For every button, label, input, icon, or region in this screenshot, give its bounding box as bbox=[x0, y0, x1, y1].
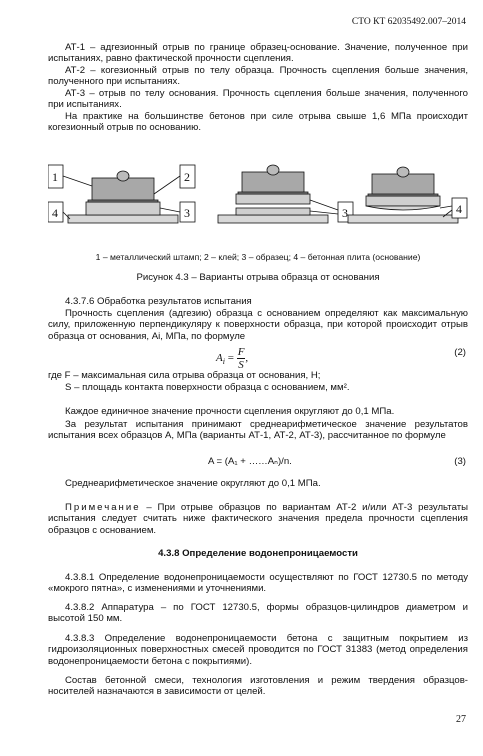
paragraph-at3: АТ-3 – отрыв по телу основания. Прочность сцепления больше значения, полученного при испытаниях. bbox=[48, 88, 468, 111]
sample-3 bbox=[366, 196, 440, 206]
paragraph-round2: Среднеарифметическое значение округляют до 0,1 МПа. bbox=[65, 478, 321, 489]
figure-legend: 1 – металлический штамп; 2 – клей; 3 – образец; 4 – бетонная плита (основание) bbox=[95, 252, 421, 262]
base-fragment-3 bbox=[366, 206, 440, 210]
formula-3: A = (A₁ + ……Aₙ)/n. bbox=[208, 456, 292, 467]
sample-1 bbox=[86, 202, 160, 215]
base-plate-2 bbox=[218, 215, 328, 223]
paragraph-at1: АТ-1 – адгезионный отрыв по границе образец-основание. Значение, полученное при испытаниях, равно фактической прочности сцепления. bbox=[48, 42, 468, 65]
page-number: 27 bbox=[456, 714, 466, 725]
sample-2-bottom bbox=[236, 208, 310, 215]
stamp-knob-1 bbox=[117, 171, 129, 181]
note-label: Примечание bbox=[65, 502, 141, 513]
formula-3-number: (3) bbox=[454, 456, 466, 467]
figure-caption: Рисунок 4.3 – Варианты отрыва образца от основания bbox=[136, 272, 380, 283]
paragraph-mean: За результат испытания принимают среднеарифметическое значение результатов испытания всех образцов А, МПа (варианты АТ-1, АТ-2, АТ-3), рассчитанное по формуле bbox=[48, 419, 468, 442]
paragraph-4383: 4.3.8.3 Определение водонепроницаемости бетона с защитным покрытием из гидроизоляционных поверхностных смесей проводится по ГОСТ 31383 (метод определения водонепроницаемости бетона с покрытиями). bbox=[48, 633, 468, 667]
paragraph-4382: 4.3.8.2 Аппаратура – по ГОСТ 12730.5, формы образцов-цилиндров диаметром и высотой 150 мм. bbox=[48, 602, 468, 625]
base-plate-1 bbox=[68, 215, 178, 223]
note-text: – При отрыве образцов по вариантам АТ-2 и/или АТ-3 результаты испытания следует считать ниже фактического значения предела прочности сцепления образцов с основанием. bbox=[48, 502, 468, 536]
paragraph-round1: Каждое единичное значение прочности сцепления округляют до 0,1 МПа. bbox=[65, 406, 395, 417]
paragraph-practice: На практике на большинстве бетонов при силе отрыва свыше 1,6 МПа происходит когезионный отрыв по основанию. bbox=[48, 111, 468, 134]
fig-label-3b: 3 bbox=[342, 206, 348, 220]
sample-2-top bbox=[236, 194, 310, 204]
paragraph-at2: АТ-2 – когезионный отрыв по телу образца. Прочность сцепления больше значения, полученного при испытаниях. bbox=[48, 65, 468, 88]
where-f: где F – максимальная сила отрыва образца от основания, Н; bbox=[48, 370, 321, 381]
section-4376-title: 4.3.7.6 Обработка результатов испытания bbox=[65, 296, 252, 307]
formula-2-number: (2) bbox=[454, 347, 466, 358]
where-s: S – площадь контакта поверхности образца с основанием, мм². bbox=[65, 382, 350, 393]
section-438-title: 4.3.8 Определение водонепроницаемости bbox=[158, 548, 358, 559]
fig-label-1: 1 bbox=[52, 170, 58, 184]
note-paragraph bbox=[48, 502, 468, 536]
fig-label-4b: 4 bbox=[456, 202, 462, 216]
formula-2: $A_i$ = $\frac{F}{S}$ , bbox=[216, 346, 249, 371]
paragraph-4381: 4.3.8.1 Определение водонепроницаемости осуществляют по ГОСТ 12730.5 по методу «мокрого пятна», с изменениями и уточнениями. bbox=[48, 572, 468, 595]
paragraph-adhesion-definition: Прочность сцепления (адгезию) образца с основанием определяют как максимальную силу, приложенную перпендикуляру к поверхности образца, при которой происходит отрыв образца от основания, Ai, МПа, по формуле bbox=[48, 308, 468, 342]
fig-label-3: 3 bbox=[184, 206, 190, 220]
document-id-header: СТО КТ 62035492.007–2014 bbox=[351, 17, 466, 27]
figure-detachment-variants bbox=[48, 160, 468, 240]
fig-label-2: 2 bbox=[184, 170, 190, 184]
fig-label-4: 4 bbox=[52, 206, 58, 220]
paragraph-composition: Состав бетонной смеси, технология изготовления и режим твердения образцов-носителей назначаются в зависимости от целей. bbox=[48, 675, 468, 698]
base-plate-3 bbox=[348, 215, 458, 223]
